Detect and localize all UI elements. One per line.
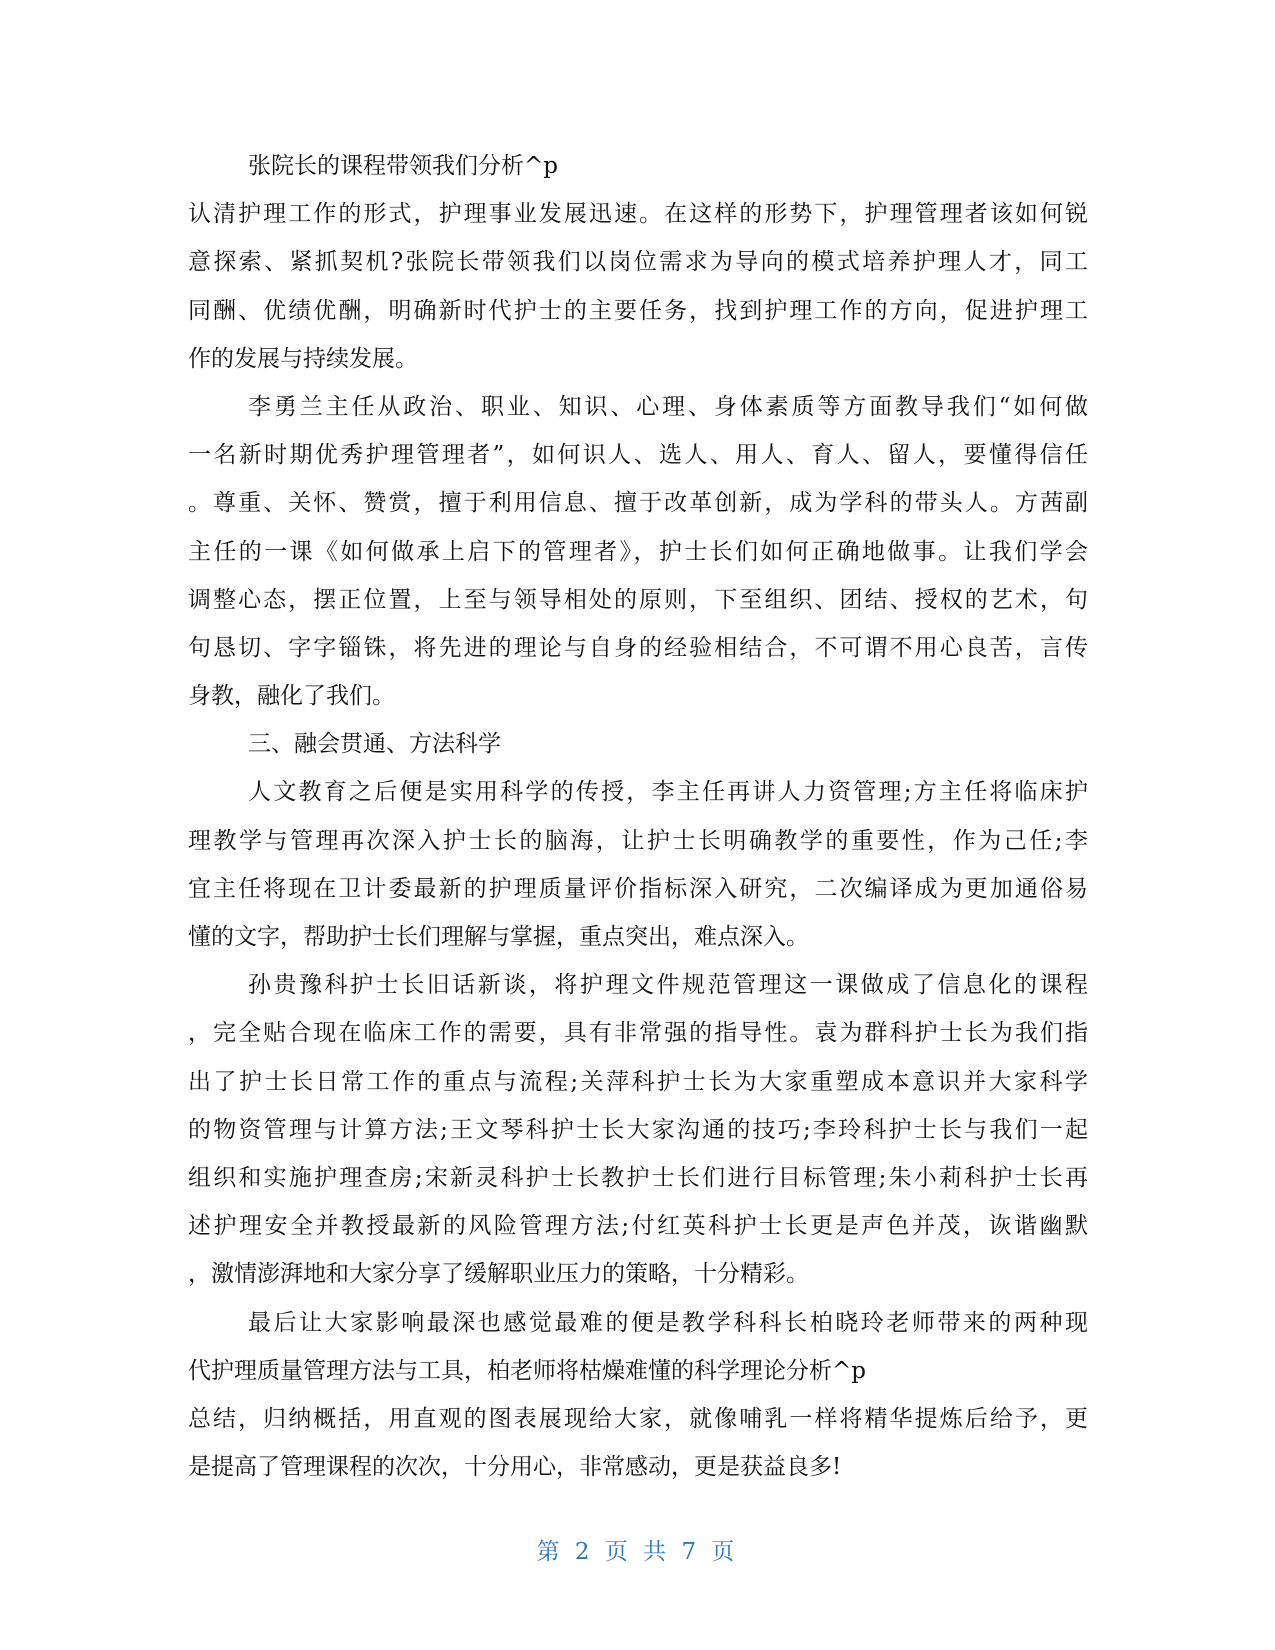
paragraph-3-line-2: 一名新时期优秀护理管理者”，如何识人、选人、用人、育人、留人，要懂得信任 bbox=[188, 442, 1088, 469]
paragraph-7-line-1: 最后让大家影响最深也感觉最难的便是教学科科长柏晓玲老师带来的两种现 bbox=[248, 1309, 1088, 1336]
paragraph-6-line-6: 述护理安全并教授最新的风险管理方法;付红英科护士长更是声色并茂，诙谐幽默 bbox=[188, 1213, 1088, 1240]
paragraph-3-line-6: 句恳切、字字锱铢，将先进的理论与自身的经验相结合，不可谓不用心良苦，言传 bbox=[188, 634, 1088, 661]
paragraph-5-line-1: 人文教育之后便是实用科学的传授，李主任再讲人力资管理;方主任将临床护 bbox=[248, 779, 1088, 806]
paragraph-3-line-5: 调整心态，摆正位置，上至与领导相处的原则，下至组织、团结、授权的艺术，句 bbox=[188, 586, 1088, 613]
paragraph-6-line-7: ，激情澎湃地和大家分享了缓解职业压力的策略，十分精彩。 bbox=[188, 1261, 809, 1288]
paragraph-5-line-3: 宜主任将现在卫计委最新的护理质量评价指标深入研究，二次编译成为更加通俗易 bbox=[188, 875, 1088, 902]
paragraph-3-line-3: 。尊重、关怀、赞赏，擅于利用信息、擅于改革创新，成为学科的带头人。方茜副 bbox=[188, 490, 1088, 517]
paragraph-6-line-1: 孙贵豫科护士长旧话新谈，将护理文件规范管理这一课做成了信息化的课程 bbox=[248, 972, 1088, 999]
paragraph-2-line-1: 认清护理工作的形式，护理事业发展迅速。在这样的形势下，护理管理者该如何锐 bbox=[188, 201, 1088, 228]
paragraph-8-line-1: 总结，归纳概括，用直观的图表展现给大家，就像哺乳一样将精华提炼后给予，更 bbox=[188, 1405, 1088, 1432]
paragraph-2-line-4: 作的发展与持续发展。 bbox=[188, 345, 418, 372]
paragraph-1-line-1: 张院长的课程带领我们分析^p bbox=[248, 153, 558, 179]
paragraph-6-line-3: 出了护士长日常工作的重点与流程;关萍科护士长为大家重塑成本意识并大家科学 bbox=[188, 1068, 1088, 1095]
paragraph-2-line-3: 同酬、优绩优酬，明确新时代护士的主要任务，找到护理工作的方向，促进护理工 bbox=[188, 297, 1088, 324]
paragraph-2-line-2: 意探索、紧抓契机?张院长带领我们以岗位需求为导向的模式培养护理人才，同工 bbox=[188, 249, 1088, 276]
paragraph-8-line-2: 是提高了管理课程的次次，十分用心，非常感动，更是获益良多! bbox=[188, 1454, 842, 1481]
paragraph-3-line-1: 李勇兰主任从政治、职业、知识、心理、身体素质等方面教导我们“如何做 bbox=[248, 393, 1088, 420]
section-heading: 三、融会贯通、方法科学 bbox=[248, 731, 501, 758]
page-number-footer: 第 2 页 共 7 页 bbox=[536, 1539, 739, 1565]
paragraph-3-line-4: 主任的一课《如何做承上启下的管理者》，护士长们如何正确地做事。让我们学会 bbox=[188, 538, 1088, 565]
paragraph-6-line-5: 组织和实施护理查房;宋新灵科护士长教护士长们进行目标管理;朱小莉科护士长再 bbox=[188, 1164, 1088, 1191]
paragraph-3-line-7: 身教，融化了我们。 bbox=[188, 683, 395, 710]
paragraph-6-line-2: ，完全贴合现在临床工作的需要，具有非常强的指导性。袁为群科护士长为我们指 bbox=[188, 1020, 1088, 1047]
paragraph-5-line-4: 懂的文字，帮助护士长们理解与掌握，重点突出，难点深入。 bbox=[188, 924, 809, 950]
paragraph-7-line-2: 代护理质量管理方法与工具，柏老师将枯燥难懂的科学理论分析^p bbox=[188, 1357, 866, 1384]
document-body bbox=[188, 142, 1088, 1491]
paragraph-6-line-4: 的物资管理与计算方法;王文琴科护士长大家沟通的技巧;李玲科护士长与我们一起 bbox=[188, 1116, 1088, 1143]
paragraph-5-line-2: 理教学与管理再次深入护士长的脑海，让护士长明确教学的重要性，作为己任;李 bbox=[188, 827, 1088, 854]
